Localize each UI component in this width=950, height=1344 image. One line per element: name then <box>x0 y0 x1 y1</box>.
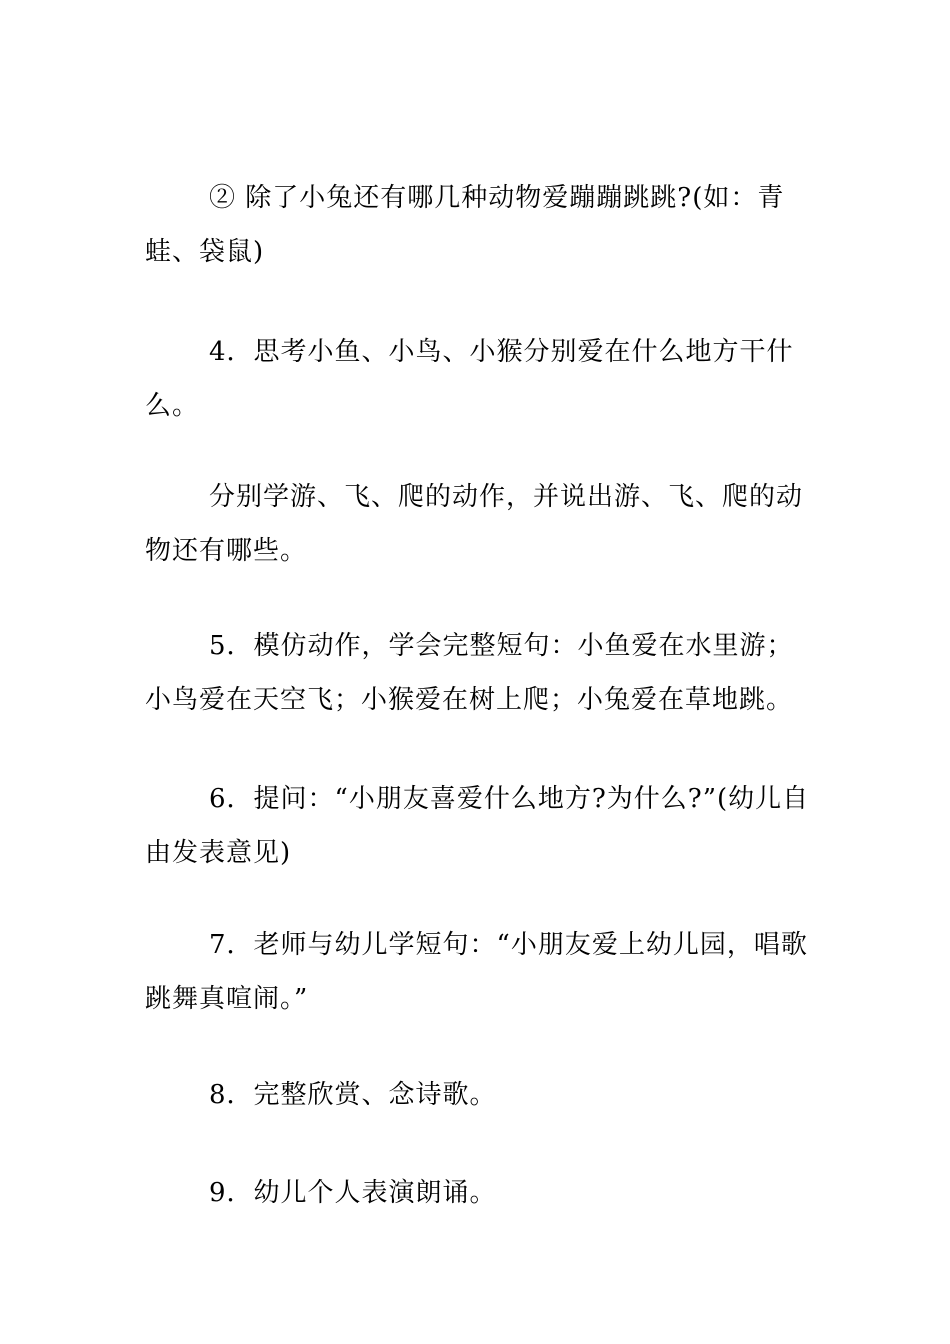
paragraph-imitate-actions: 分别学游、飞、爬的动作，并说出游、飞、爬的动物还有哪些。 <box>145 482 804 566</box>
paragraph-step-6: 6．提问：“小朋友喜爱什么地方?为什么?”(幼儿自由发表意见) <box>145 784 810 868</box>
paragraph-step-7: 7．老师与幼儿学短句：“小朋友爱上幼儿园，唱歌跳舞真喧闹。” <box>145 930 808 1014</box>
paragraph-step-4: 4．思考小鱼、小鸟、小猴分别爱在什么地方干什么。 <box>145 337 794 421</box>
paragraph-animals-jumping: ② 除了小兔还有哪几种动物爱蹦蹦跳跳?(如：青蛙、袋鼠) <box>145 183 785 267</box>
paragraph-step-8: 8．完整欣赏、念诗歌。 <box>209 1080 497 1110</box>
paragraph-step-5: 5．模仿动作，学会完整短句：小鱼爱在水里游；小鸟爱在天空飞；小猴爱在树上爬；小兔爱在草地跳。 <box>145 631 794 715</box>
paragraph-step-9: 9．幼儿个人表演朗诵。 <box>209 1178 497 1208</box>
